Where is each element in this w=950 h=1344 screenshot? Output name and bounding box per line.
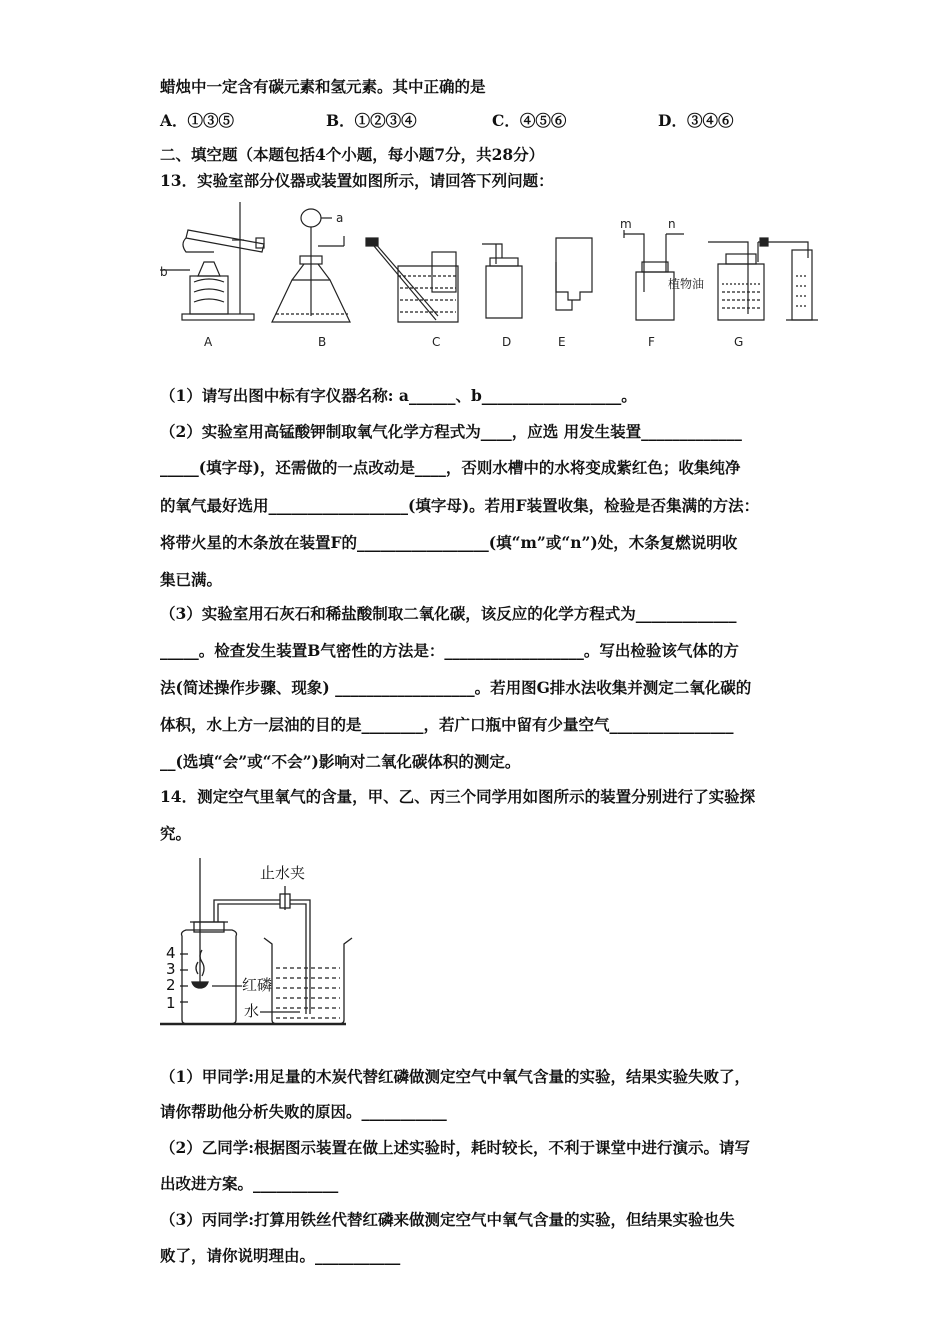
question-13-3: （3）实验室用石灰石和稀盐酸制取二氧化碳，该反应的化学方程式为_____________ [160,604,737,623]
question-13-3: _____。检查发生装置B气密性的方法是：__________________。写出检验该气体的方 [160,641,739,660]
question-14-3: （3）丙同学:打算用铁丝代替红磷来做测定空气中氧气含量的实验，但结果实验也失 [160,1210,735,1229]
question-13-3: 体积，水上方一层油的目的是________，若广口瓶中留有少量空气________________ [160,715,734,734]
port-tag-m: m [620,217,632,231]
question-14: 14．测定空气里氧气的含量，甲、乙、丙三个同学用如图所示的装置分别进行了实验探 [160,787,756,806]
apparatus-figure [160,196,830,356]
question-13-2: 集已满。 [160,570,223,589]
question-14-2: 出改进方案。___________ [160,1174,339,1193]
clamp-label: 止水夹 [260,864,306,882]
section-heading: 二、填空题（本题包括4个小题，每小题7分，共28分） [160,145,545,164]
instrument-tag-b: b [160,265,168,279]
option-d: D．③④⑥ [658,111,734,130]
question-14-1: （1）甲同学:用足量的木炭代替红磷做测定空气中氧气含量的实验，结果实验失败了， [160,1067,751,1086]
scale-mark: 2 [166,976,176,994]
apparatus-label: C [432,335,441,349]
apparatus-label: A [204,335,213,349]
option-c: C．④⑤⑥ [492,111,567,130]
question-14: 究。 [160,824,192,843]
scale-mark: 1 [166,994,176,1012]
question-13-1: （1）请写出图中标有字仪器名称: a______、b__________________。 [160,386,637,405]
option-b: B．①②③④ [326,111,417,130]
question-13-3: __(选填“会”或“不会”)影响对二氧化碳体积的测定。 [160,752,521,771]
oxygen-setup-figure [160,858,360,1030]
question-13-2: （2）实验室用高锰酸钾制取氧气化学方程式为____，应选 用发生装置_____________ [160,422,742,441]
scale-mark: 3 [166,960,176,978]
phosphorus-label: 红磷 [242,976,273,994]
option-a: A．①③⑤ [160,111,235,130]
apparatus-label: D [502,335,512,349]
apparatus-label: F [648,335,655,349]
text-line: 蜡烛中一定含有碳元素和氢元素。其中正确的是 [160,77,486,96]
question-13-2: 将带火星的木条放在装置F的_________________(填“m”或“n”)处，木条复燃说明收 [160,533,738,552]
question-14-1: 请你帮助他分析失败的原因。___________ [160,1102,447,1121]
question-14-3: 败了，请你说明理由。___________ [160,1246,401,1265]
instrument-tag-a: a [336,211,344,225]
water-label: 水 [244,1002,260,1020]
apparatus-label: E [558,335,566,349]
apparatus-label: B [318,335,327,349]
question-13-3: 法(简述操作步骤、现象) __________________。若用图G排水法收集并测定二氧化碳的 [160,678,752,697]
question-14-2: （2）乙同学:根据图示装置在做上述实验时，耗时较长，不利于课堂中进行演示。请写 [160,1138,751,1157]
apparatus-label: G [734,335,744,349]
question-13-2: _____(填字母)，还需做的一点改动是____，否则水槽中的水将变成紫红色；收集纯净 [160,458,741,477]
question-13-2: 的氧气最好选用__________________(填字母)。若用F装置收集，检验是否集满的方法： [160,496,760,515]
scale-mark: 4 [166,944,176,962]
oil-label: 植物油 [668,277,705,291]
port-tag-n: n [668,217,676,231]
question-13: 13．实验室部分仪器或装置如图所示，请回答下列问题： [160,171,554,190]
